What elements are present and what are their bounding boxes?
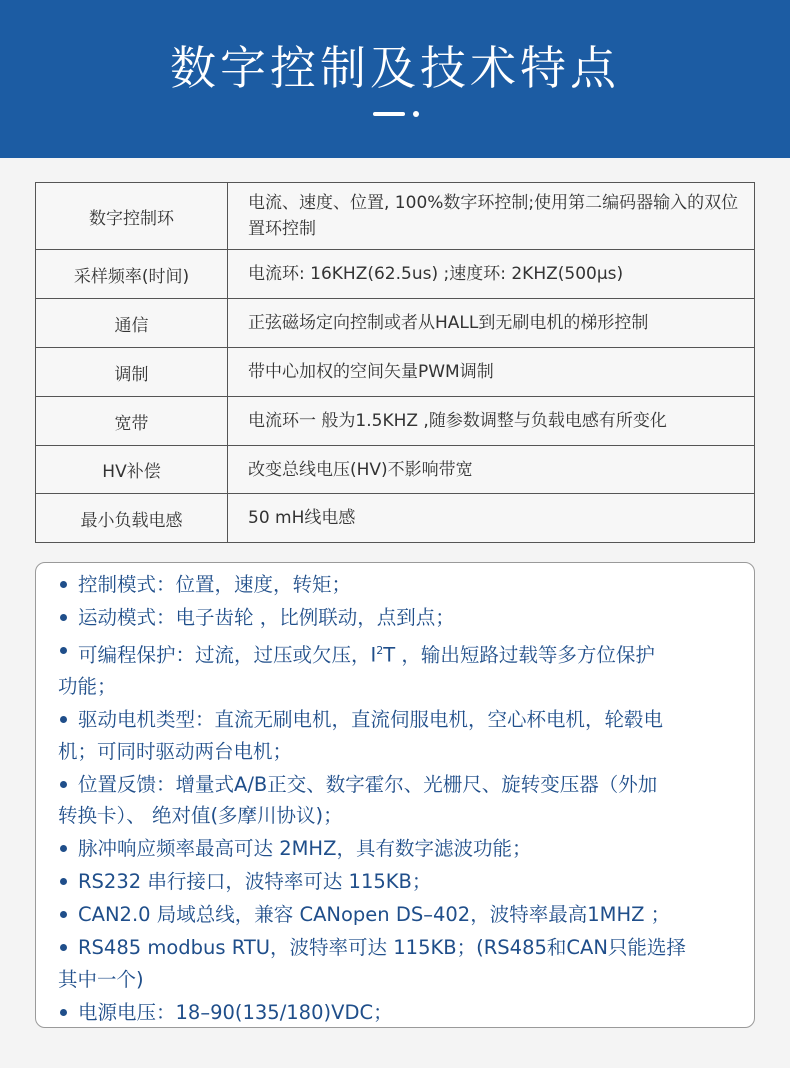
feature-text-continuation: 转换卡）、 绝对值(多摩川协议)；	[58, 804, 343, 827]
list-item	[58, 602, 738, 634]
row-label: 数字控制环	[36, 183, 228, 250]
feature-text: CAN2.0 局域总线，兼容 CANopen DS–402，波特率最高1MHZ ；	[78, 903, 671, 926]
row-label: 最小负载电感	[36, 494, 228, 543]
feature-text: RS232 串行接口，波特率可达 115KB；	[78, 870, 432, 893]
title-underline-dash	[373, 112, 405, 116]
bullet-icon	[60, 878, 67, 885]
row-value: 带中心加权的空间矢量PWM调制	[228, 348, 755, 397]
row-value: 正弦磁场定向控制或者从HALL到无刷电机的梯形控制	[228, 299, 755, 348]
list-item	[58, 769, 738, 832]
row-value: 改变总线电压(HV)不影响带宽	[228, 446, 755, 494]
features-list	[36, 563, 754, 1028]
feature-text-part: T ，输出短路过载等多方位保护	[383, 643, 655, 667]
page-title: 数字控制及技术特点	[170, 41, 620, 95]
list-item	[58, 635, 738, 703]
row-label: 调制	[36, 348, 228, 397]
table-row	[36, 183, 755, 250]
list-item	[58, 997, 738, 1029]
list-item	[58, 899, 738, 931]
feature-text: 驱动电机类型：直流无刷电机，直流伺服电机，空心杯电机，轮毂电	[78, 708, 664, 731]
feature-text: 脉冲响应频率最高可达 2MHZ，具有数字滤波功能；	[78, 837, 532, 860]
header-banner	[0, 0, 790, 158]
spec-table	[35, 182, 755, 543]
title-underline-dot	[413, 111, 419, 117]
table-row	[36, 348, 755, 397]
bullet-icon	[60, 716, 67, 723]
feature-text: 控制模式：位置，速度，转矩；	[78, 573, 352, 596]
table-row	[36, 397, 755, 446]
feature-text-continuation: 功能；	[58, 675, 117, 698]
list-item	[58, 833, 738, 865]
bullet-icon	[60, 1009, 67, 1016]
row-label: 宽带	[36, 397, 228, 446]
row-value: 50 mH线电感	[228, 494, 755, 543]
feature-text: 电源电压：18–90(135/180)VDC；	[78, 1000, 393, 1024]
bullet-icon	[60, 911, 67, 918]
table-row	[36, 446, 755, 494]
bullet-icon	[60, 944, 67, 951]
list-item	[58, 704, 738, 767]
bullet-icon	[60, 581, 67, 588]
feature-text-continuation: 机；可同时驱动两台电机；	[58, 739, 293, 763]
bullet-icon	[60, 647, 67, 654]
feature-text-continuation: 其中一个)	[58, 967, 144, 991]
table-row	[36, 494, 755, 543]
bullet-icon	[60, 614, 67, 621]
feature-text: 运动模式：电子齿轮 ，比例联动，点到点；	[78, 606, 455, 629]
row-value: 电流环: 16KHZ(62.5us) ;速度环: 2KHZ(500μs)	[228, 250, 755, 299]
table-row	[36, 250, 755, 299]
superscript: 2	[376, 644, 384, 657]
list-item	[58, 866, 738, 898]
table-row	[36, 299, 755, 348]
row-value: 电流环一 般为1.5KHZ ,随参数调整与负载电感有所变化	[228, 397, 755, 446]
feature-text-part: 可编程保护：过流，过压或欠压，I	[78, 643, 377, 667]
list-item	[58, 569, 738, 601]
feature-text: RS485 modbus RTU，波特率可达 115KB；(RS485和CAN只能选择	[78, 936, 686, 959]
features-panel	[35, 562, 755, 1028]
bullet-icon	[60, 781, 67, 788]
row-label: HV补偿	[36, 446, 228, 494]
row-value: 电流、速度、位置, 100%数字环控制;使用第二编码器输入的双位置环控制	[228, 183, 755, 250]
bullet-icon	[60, 845, 67, 852]
feature-text: 位置反馈：增量式A/B正交、数字霍尔、光栅尺、旋转变压器（外加	[78, 772, 658, 796]
list-item	[58, 932, 738, 995]
row-label: 通信	[36, 299, 228, 348]
row-label: 采样频率(时间)	[36, 250, 228, 299]
